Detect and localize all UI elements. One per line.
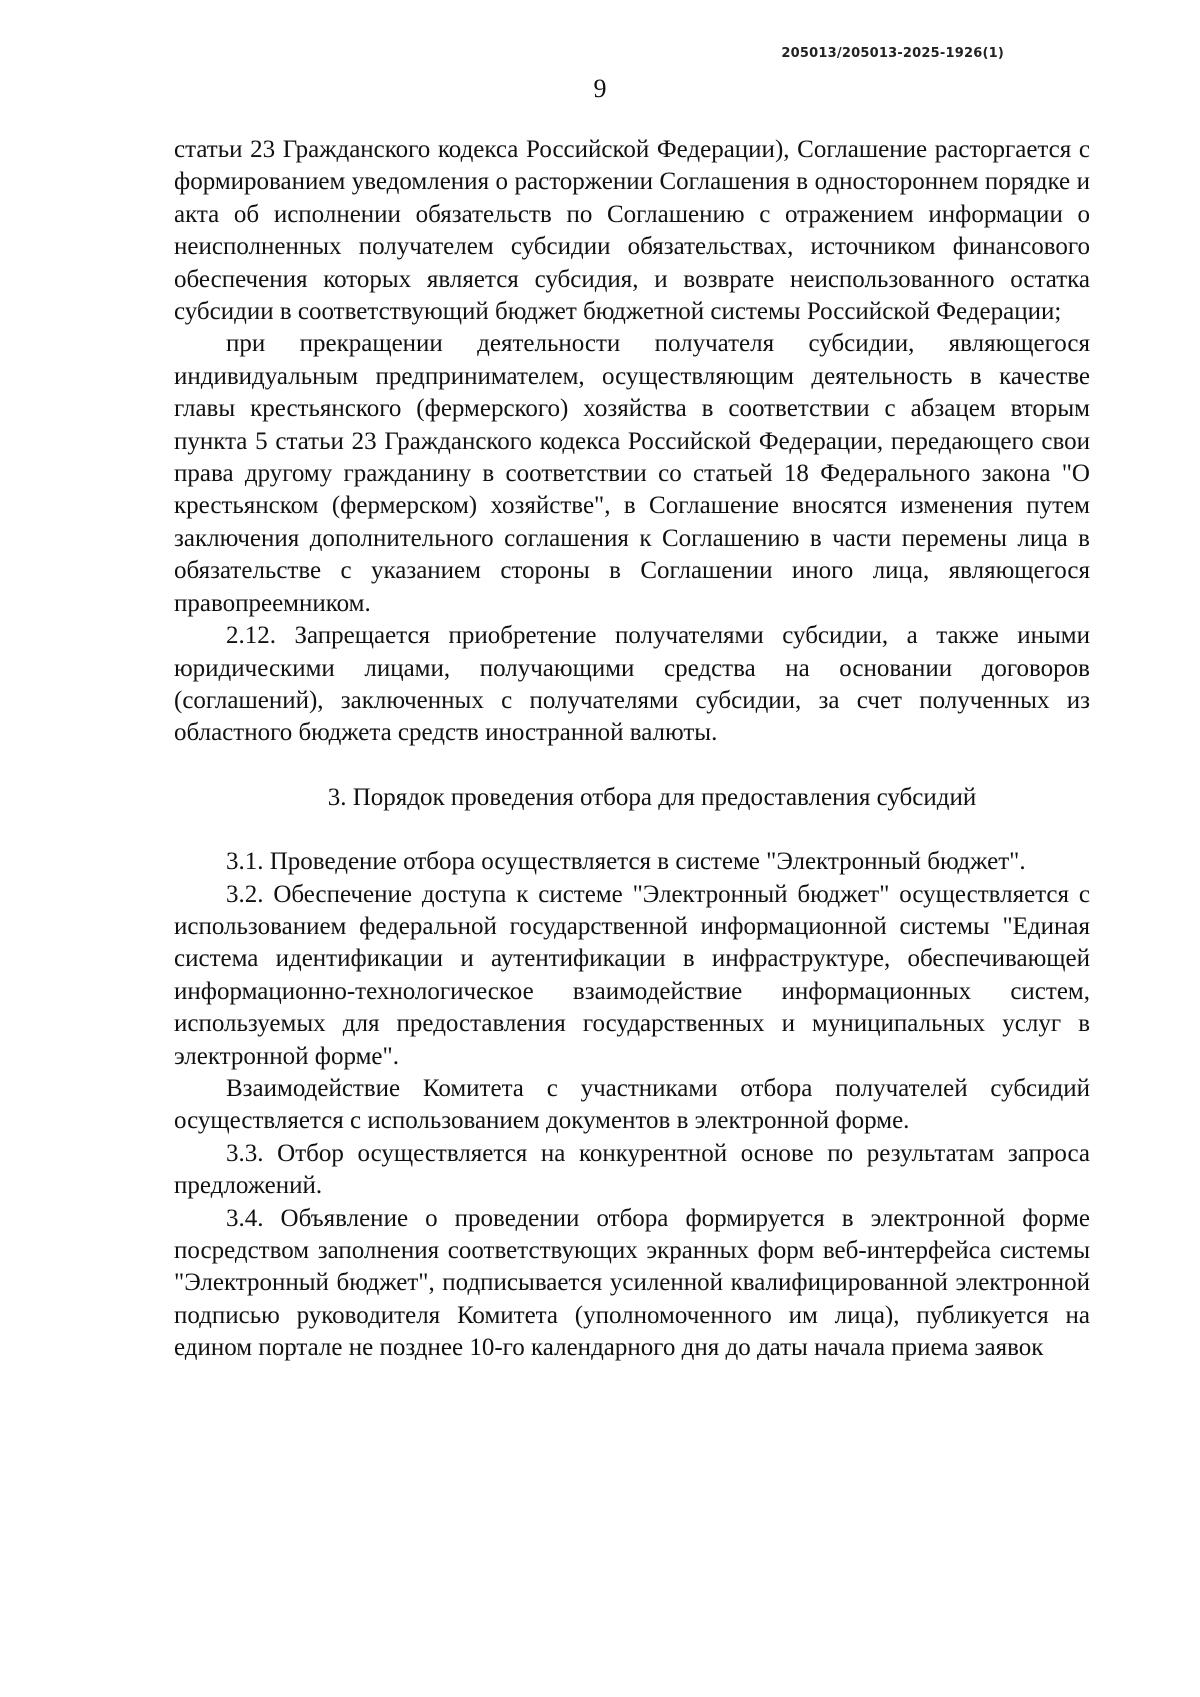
document-code: 205013/205013-2025-1926(1)	[781, 46, 1004, 61]
page-number: 9	[593, 74, 607, 103]
paragraph-3-1: 3.1. Проведение отбора осуществляется в системе "Электронный бюджет".	[226, 848, 1026, 876]
paragraph-continuation: статьи 23 Гражданского кодекса Российской Федерации), Соглашение расторгается с формированием уведомления о расторжении Соглашения в одностороннем порядке и акта об исполнении обязательств по Соглашению с отражением информации о неисполненных получателем субсидии обязательствах, источником финансового обеспечения которых является субсидия, и возврате неиспользованного остатка субсидии в соответствующий бюджет бюджетной системы Российской Федерации;	[174, 136, 1090, 326]
document-body	[174, 134, 1090, 1365]
paragraph-farm-termination: при прекращении деятельности получателя субсидии, являющегося индивидуальным предпринимателем, осуществляющим деятельность в качестве главы крестьянского (фермерского) хозяйства в соответствии с абзацем вторым пункта 5 статьи 23 Гражданского кодекса Российской Федерации, передающего свои права другому гражданину в соответствии со статьей 18 Федерального закона "О крестьянском (фермерском) хозяйстве", в Соглашение вносятся изменения путем заключения дополнительного соглашения к Соглашению в части перемены лица в обязательстве с указанием стороны в Соглашении иного лица, являющегося правопреемником.	[174, 330, 1090, 617]
paragraph-3-2: 3.2. Обеспечение доступа к системе "Электронный бюджет" осуществляется с использованием федеральной государственной информационной системы "Единая система идентификации и аутентификации в инфраструктуре, обеспечивающей информационно-технологическое взаимодействие информационных систем, используемых для предоставления государственных и муниципальных услуг в электронной форме".	[174, 880, 1090, 1070]
paragraph-2-12: 2.12. Запрещается приобретение получателями субсидии, а также иными юридическими лицами, получающими средства на основании договоров (соглашений), заключенных с получателями субсидии, за счет полученных из областного бюджета средств иностранной валюты.	[174, 622, 1090, 747]
paragraph-3-3: 3.3. Отбор осуществляется на конкурентной основе по результатам запроса предложений.	[174, 1139, 1090, 1200]
section-heading: 3. Порядок проведения отбора для предоставления субсидий	[327, 783, 977, 811]
paragraph-interaction: Взаимодействие Комитета с участниками отбора получателей субсидий осуществляется с использованием документов в электронной форме.	[174, 1074, 1090, 1135]
paragraph-3-4: 3.4. Объявление о проведении отбора формируется в электронной форме посредством заполнения соответствующих экранных форм веб-интерфейса системы "Электронный бюджет", подписывается усиленной квалифицированной электронной подписью руководителя Комитета (уполномоченного им лица), публикуется на едином портале не позднее 10-го календарного дня до даты начала приема заявок	[174, 1204, 1090, 1362]
